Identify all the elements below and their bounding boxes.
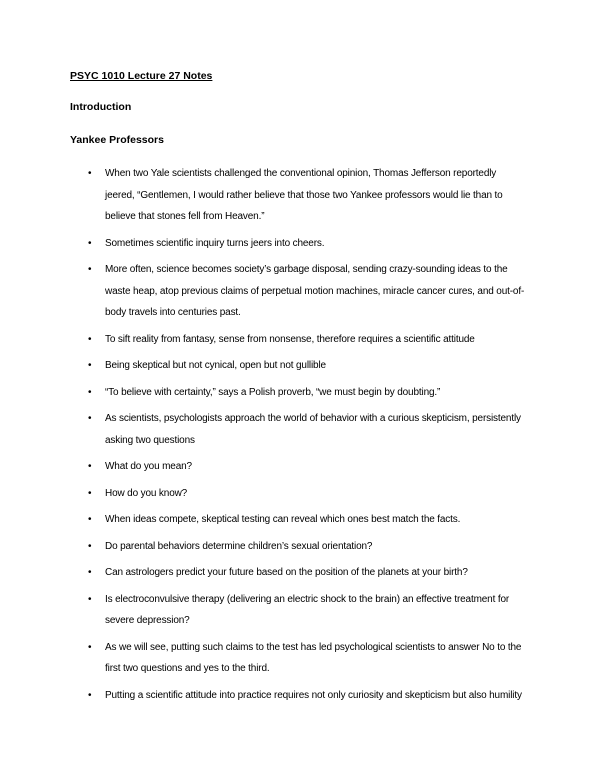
- bullet-text: As we will see, putting such claims to the test has led psychological scientists to answer No to the first two questions and yes to the third.: [105, 641, 522, 674]
- bullet-item: [88, 509, 528, 531]
- bullet-text: How do you know?: [105, 487, 188, 499]
- bullet-item: [88, 536, 528, 558]
- bullet-text: “To believe with certainty,” says a Polish proverb, “we must begin by doubting.”: [105, 386, 441, 398]
- bullet-text: To sift reality from fantasy, sense from nonsense, therefore requires a scientific attitude: [105, 333, 475, 345]
- bullet-icon: •: [88, 413, 92, 424]
- section-heading-introduction: Introduction: [70, 101, 132, 113]
- bullet-item: [88, 355, 528, 377]
- bullet-text: When ideas compete, skeptical testing can reveal which ones best match the facts.: [105, 514, 461, 525]
- bullet-list: [88, 163, 528, 711]
- bullet-item: [88, 163, 528, 228]
- bullet-text: When two Yale scientists challenged the conventional opinion, Thomas Jefferson reportedly jeered, “Gentlemen, I would rather believe that those two Yankee professors would lie than to believe that stones fell from Heaven.”: [105, 168, 503, 222]
- bullet-icon: •: [88, 641, 92, 653]
- bullet-text: Is electroconvulsive therapy (delivering an electric shock to the brain) an effective treatment for severe depression?: [105, 593, 510, 626]
- bullet-text: Sometimes scientific inquiry turns jeers into cheers.: [105, 237, 325, 249]
- bullet-text: More often, science becomes society’s garbage disposal, sending crazy-sounding ideas to the waste heap, atop previous claims of perpetual motion machines, miracle cancer cures, and out-of-body travels into centuries past.: [105, 264, 525, 318]
- bullet-icon: •: [88, 540, 92, 552]
- bullet-icon: •: [88, 567, 92, 578]
- bullet-icon: •: [88, 333, 92, 345]
- bullet-item: [88, 329, 528, 351]
- bullet-item: [88, 233, 528, 255]
- bullet-icon: •: [88, 461, 92, 472]
- document-title: PSYC 1010 Lecture 27 Notes: [70, 70, 213, 82]
- bullet-text: Do parental behaviors determine children’s sexual orientation?: [105, 540, 373, 552]
- bullet-text: What do you mean?: [105, 461, 192, 472]
- bullet-text: Putting a scientific attitude into practice requires not only curiosity and skepticism but also humility: [105, 689, 522, 701]
- bullet-icon: •: [88, 514, 92, 525]
- bullet-icon: •: [88, 237, 92, 249]
- bullet-icon: •: [88, 168, 92, 179]
- bullet-icon: •: [88, 487, 92, 499]
- bullet-item: [88, 259, 528, 324]
- bullet-item: [88, 408, 528, 451]
- bullet-item: [88, 685, 528, 707]
- bullet-item: [88, 382, 528, 404]
- bullet-text: Being skeptical but not cynical, open but not gullible: [105, 360, 326, 371]
- section-heading-yankee-professors: Yankee Professors: [70, 134, 164, 146]
- bullet-icon: •: [88, 360, 92, 371]
- bullet-icon: •: [88, 264, 92, 275]
- bullet-item: [88, 562, 528, 584]
- bullet-icon: •: [88, 386, 92, 398]
- bullet-item: [88, 637, 528, 680]
- bullet-item: [88, 589, 528, 632]
- bullet-item: [88, 483, 528, 505]
- bullet-icon: •: [88, 593, 92, 605]
- bullet-text: As scientists, psychologists approach the world of behavior with a curious skepticism, persistently asking two questions: [105, 413, 521, 446]
- bullet-text: Can astrologers predict your future based on the position of the planets at your birth?: [105, 567, 468, 578]
- bullet-item: [88, 456, 528, 478]
- bullet-icon: •: [88, 689, 92, 701]
